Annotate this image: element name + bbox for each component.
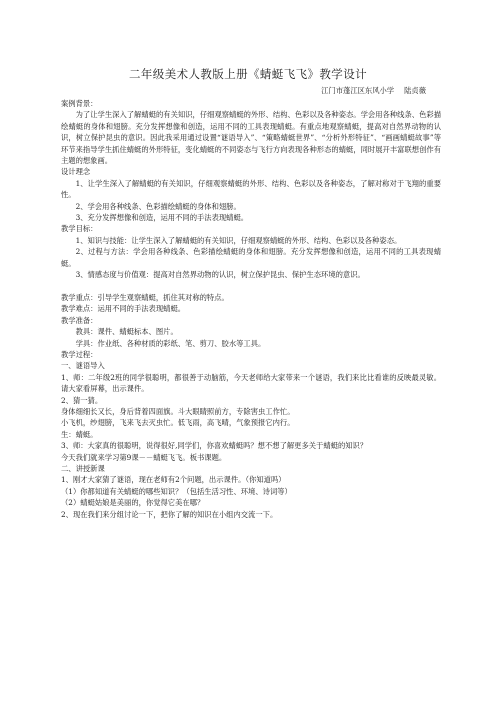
- paragraph: 学具：作业纸、各种材质的彩纸、笔、剪刀、胶水等工具。: [75, 338, 266, 348]
- document-title: 二年级美术人教版上册《蜻蜓飞飞》教学设计: [129, 67, 367, 81]
- paragraph: 1、让学生深入了解蜻蜓的有关知识，仔细观察蜻蜓的外形、结构、色彩以及各种姿态，了解对称对于飞翔的重要性。: [61, 178, 441, 200]
- paragraph: 教学重点：引导学生观察蜻蜓，抓住其对称的特点。: [61, 292, 229, 302]
- paragraph: 教学准备：: [61, 315, 98, 325]
- paragraph: 教学目标：: [61, 224, 98, 234]
- paragraph: 案例背景：: [61, 99, 98, 108]
- paragraph: 一、谜语导入: [61, 361, 105, 371]
- paragraph: 设计理念: [61, 167, 91, 177]
- paragraph: 1、刚才大家猜了谜语，现在老师有2个问题，出示课件。（你知道吗）: [61, 475, 286, 485]
- paragraph: （2）蜻蜓姑娘是美丽的，你觉得它美在哪？: [61, 498, 205, 508]
- author-line: [321, 86, 426, 96]
- paragraph: 2、过程与方法：学会用各种线条、色彩描绘蜻蜓的身体和翅膀。充分发挥想像和创造，运用不同的工具表现蜻蜓。: [61, 247, 441, 268]
- paragraph: 生：蜻蜓。: [61, 429, 98, 439]
- paragraph: 教学难点：运用不同的手法表现蜻蜓。: [61, 304, 186, 314]
- author-name: 陆贞薇: [404, 86, 426, 95]
- document-body: [61, 98, 441, 520]
- paragraph: 3、情感态度与价值观：提高对自然界动物的认识，树立保护昆虫、保护生态环境的意识。: [75, 270, 365, 280]
- paragraph: 为了让学生深入了解蜻蜓的有关知识，仔细观察蜻蜓的外形、结构、色彩以及各种姿态。学会用各种线条、色彩描绘蜻蜓的身体和翅膀。充分发挥想像和创造，运用不同的工具表现蜻蜓。有重点地观察蜻蜓，提高对自然界动物的认识，树立保护昆虫的意识。因此我采用通过设置“谜语导入”、“策略蜻蜓世界”、“分析外形特征”、“画画蜻蜓故事”等环节来指导学生抓住蜻蜓的外形特征，变化蜻蜓的不同姿态与飞行方向表现各种形态的蜻蜓，同时展开丰富联想创作有主题的想象画。: [61, 110, 441, 166]
- paragraph: 3、师：大家真的很聪明，说得很好,同学们，你喜欢蜻蜓吗？想不想了解更多关于蜻蜓的知识？: [61, 441, 368, 451]
- paragraph: 2、现在我们来分组讨论一下，把你了解的知识在小组内交流一下。: [61, 509, 278, 519]
- paragraph: 1、知识与技能：让学生深入了解蜻蜓的有关知识，仔细观察蜻蜓的外形、结构、色彩以及各种姿态。: [75, 235, 402, 245]
- author-school: 江门市蓬江区东风小学: [321, 86, 395, 95]
- paragraph: 今天我们就来学习第9课－－蜻蜓飞飞。板书课题。: [61, 452, 227, 462]
- paragraph: 2、学会用各种线条、色彩描绘蜻蜓的身体和翅膀。: [75, 201, 241, 211]
- blank-line: [61, 281, 441, 292]
- paragraph: 3、充分发挥想像和创造，运用不同的手法表现蜻蜓。: [75, 213, 249, 223]
- paragraph: 2、猜一猜。: [61, 395, 103, 405]
- paragraph: 1、师：二年级2班的同学很聪明，都很善于动脑筋，今天老师给大家带来一个谜语，我们来比比看谁的反映最灵敏。请大家看屏幕，出示课件。: [61, 372, 441, 394]
- paragraph: 教具：课件、蜻蜓标本、图片。: [75, 327, 178, 337]
- paragraph: （1）你都知道有关蜻蜓的哪些知识？（包括生活习性、环境、诗词等）: [61, 486, 292, 496]
- paragraph: 小飞机，纱翅膀，飞来飞去灭虫忙。低飞雨，高飞晴，气象预报它内行。: [61, 418, 295, 428]
- paragraph: 二、讲授新课: [61, 463, 105, 473]
- paragraph: 身体细细长又长，身后背着四面旗。斗大眼睛照前方，专除害虫工作忙。: [61, 406, 295, 416]
- paragraph: 教学过程：: [61, 349, 98, 359]
